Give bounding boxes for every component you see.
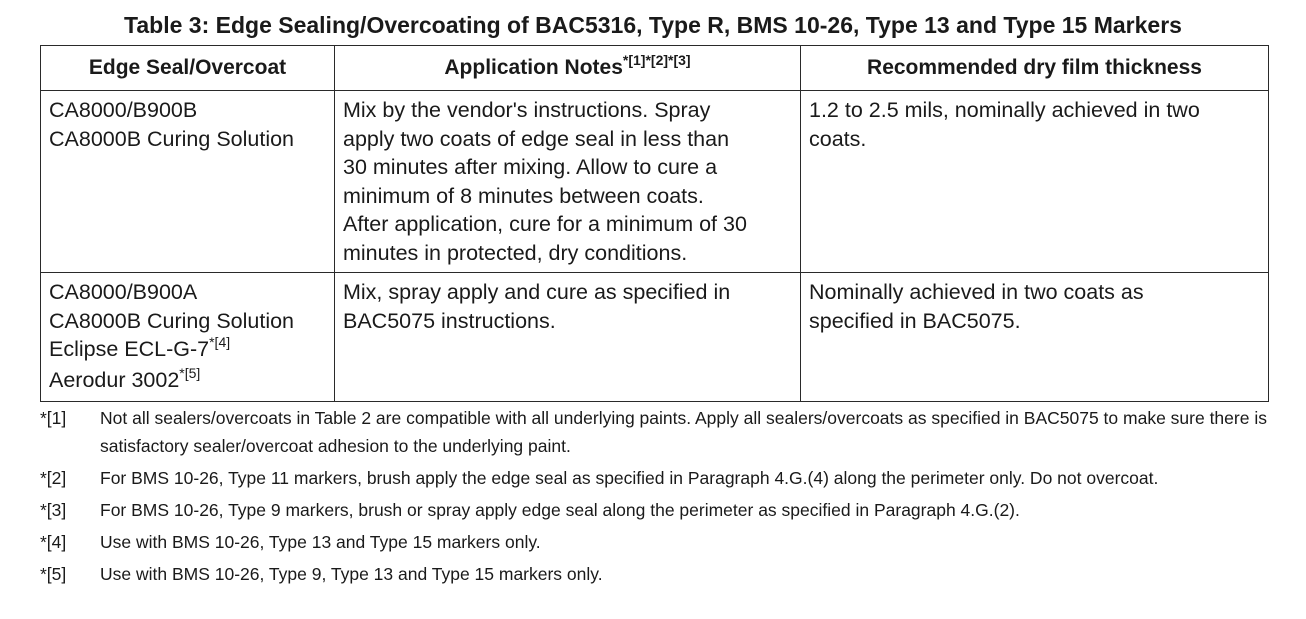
material-line: CA8000/B900A (49, 280, 198, 304)
header-edge-seal: Edge Seal/Overcoat (41, 46, 335, 91)
footnote-text: Use with BMS 10-26, Type 13 and Type 15 markers only. (100, 532, 541, 552)
table-row (41, 273, 1269, 402)
footnote-text: For BMS 10-26, Type 11 markers, brush apply the edge seal as specified in Paragraph 4.G.(4) along the perimeter only. Do not overcoat. (100, 468, 1159, 488)
cell-dry-film-thickness: 1.2 to 2.5 mils, nominally achieved in two coats. (801, 91, 1269, 273)
footnote-text: Use with BMS 10-26, Type 9, Type 13 and Type 15 markers only. (100, 564, 603, 584)
header-footnote-refs: *[1]*[2]*[3] (622, 52, 691, 68)
table-row (41, 91, 1269, 273)
cell-edge-seal (41, 91, 335, 273)
footnote-ref: *[4] (209, 334, 231, 350)
cell-dry-film-thickness: Nominally achieved in two coats as specified in BAC5075. (801, 273, 1269, 402)
footnote (40, 560, 1280, 588)
footnote-ref: *[5] (179, 364, 201, 381)
footnote-text: Not all sealers/overcoats in Table 2 are compatible with all underlying paints. Apply all sealers/overcoats as specified in BAC5075 to make sure there is satisfactory sealer/overcoat adhesion to the underlying paint. (100, 408, 1267, 456)
material-line: CA8000B Curing Solution (49, 126, 295, 151)
cell-edge-seal (41, 273, 335, 402)
footnote-mark: *[4] (40, 532, 67, 552)
material-line: Aerodur $3002^{*[5]}$ (49, 364, 201, 392)
header-row (41, 46, 1269, 91)
table-title: Table 3: Edge Sealing/Overcoating of BAC5316, Type R, BMS 10-26, Type 13 and Type 15 Markers (124, 12, 1182, 38)
footnote (40, 464, 1280, 492)
footnote (40, 496, 1280, 524)
footnotes (40, 404, 1280, 592)
header-application-notes: Application Notes$^{*[1]*[2]*[3]}$ (335, 46, 801, 91)
material-line: CA8000B Curing Solution (49, 308, 295, 333)
material-line: CA8000/B900B (49, 98, 198, 122)
footnote-text: For BMS 10-26, Type 9 markers, brush or spray apply edge seal along the perimeter as specified in Paragraph 4.G.(2). (100, 500, 1020, 520)
footnote (40, 404, 1280, 460)
footnote-mark: *[1] (40, 408, 67, 428)
header-dry-film-thickness: Recommended dry film thickness (801, 46, 1269, 91)
footnote-mark: *[2] (40, 468, 67, 488)
footnote-mark: *[3] (40, 500, 67, 520)
footnote (40, 528, 1280, 556)
material-line: Eclipse ECL-$G-7^{*[4]}$ (49, 334, 231, 361)
cell-application-notes: Mix by the vendor's instructions. Spray apply two coats of edge seal in less than 30 minutes after mixing. Allow to cure a minimum of 8 minutes between coats. After application, cure for a minimum of 30 minutes in protected, dry conditions. (335, 91, 801, 273)
edge-sealing-table (40, 45, 1269, 402)
footnote-mark: *[5] (40, 564, 67, 584)
cell-application-notes: Mix, spray apply and cure as specified in BAC5075 instructions. (335, 273, 801, 402)
